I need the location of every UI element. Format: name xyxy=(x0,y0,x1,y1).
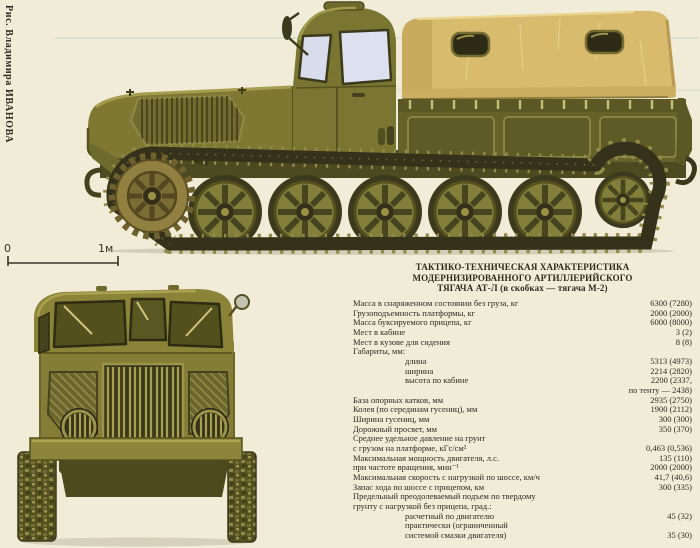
spec-row xyxy=(353,347,692,357)
spec-label: Мест в кабине xyxy=(353,327,406,338)
spec-label: Грузоподъемность платформы, кг xyxy=(353,307,476,318)
spec-value: 45 (32) xyxy=(667,510,692,521)
artist-credit: Рис. Владимира ИВАНОВА xyxy=(3,5,14,144)
spec-row xyxy=(353,502,692,512)
spec-row xyxy=(353,521,692,531)
door-handle xyxy=(352,93,365,97)
spec-value: 2000 (2000) xyxy=(650,307,692,318)
spec-label: Максимальная мощность двигателя, л.с. xyxy=(353,452,499,463)
spec-label: высота по кабине xyxy=(405,375,469,386)
spec-value xyxy=(536,492,692,502)
scale-bar xyxy=(8,256,118,266)
spec-label: Запас хода по шоссе с прицепом, км xyxy=(353,481,485,492)
idler-wheel xyxy=(595,172,651,228)
scale-one-meter-label: 1м xyxy=(98,242,114,255)
spec-row xyxy=(353,531,692,541)
spec-table-title xyxy=(353,262,692,294)
spec-value: 5313 (4973) xyxy=(650,356,692,367)
spec-value: 2214 (2820) xyxy=(650,365,692,376)
spec-value: 350 (370) xyxy=(658,423,692,434)
spec-label: длина xyxy=(405,356,427,367)
spec-value: 300 (300) xyxy=(658,413,692,424)
spec-label: Дорожный просвет, мм xyxy=(353,423,437,434)
front-cab-group xyxy=(34,285,249,353)
radiator-grille xyxy=(103,364,183,446)
front-view-illustration xyxy=(18,285,256,547)
spec-row xyxy=(353,357,692,367)
spec-title-line: ТАКТИКО-ТЕХНИЧЕСКАЯ ХАРАКТЕРИСТИКА xyxy=(415,262,630,272)
spec-value: 2000 (2000) xyxy=(650,462,692,473)
spec-label: системой смазки двигателя) xyxy=(405,529,507,540)
spec-label: при частоте вращения, мин⁻¹ xyxy=(353,462,459,473)
spec-value: 6300 (7280) xyxy=(650,298,692,309)
spec-table xyxy=(353,262,692,541)
spec-label: расчетный по двигателю xyxy=(405,510,495,521)
spec-value: 135 (110) xyxy=(659,452,692,463)
spec-label: Габариты, мм: xyxy=(353,346,406,357)
spec-value: 1900 (2112) xyxy=(650,404,692,415)
spec-label: Ширина гусениц, мм xyxy=(353,413,430,424)
side-window xyxy=(340,30,391,84)
spec-label: Масса в снаряженном состоянии без груза, кг xyxy=(353,298,519,309)
spec-label: Колея (по серединам гусениц), мм xyxy=(353,404,478,415)
spec-value: 3 (2) xyxy=(675,327,692,338)
spec-title-line: ТЯГАЧА АТ-Л (в скобках — тягача М-2) xyxy=(437,283,608,294)
spec-value: 35 (30) xyxy=(667,529,692,540)
right-track xyxy=(228,452,256,542)
cab-group xyxy=(282,2,396,158)
mirror xyxy=(235,295,249,309)
spec-value xyxy=(508,521,692,531)
spec-label: ширина xyxy=(405,365,434,376)
spec-value: 2935 (2750) xyxy=(650,394,692,405)
spec-value: 41,7 (40,6) xyxy=(654,471,692,482)
spec-label: грунту с нагрузкой без прицепа, град.: xyxy=(353,500,492,511)
spec-value: 6000 (8000) xyxy=(650,317,692,328)
spec-value: 300 (335) xyxy=(658,481,692,492)
spec-label: Предельный преодолеваемый подъем по твердому xyxy=(353,491,536,502)
spec-label: с грузом на платформе, кГс/см² xyxy=(353,442,467,453)
scale-zero-label: 0 xyxy=(4,242,11,255)
spec-label: Мест в кузове для сидения xyxy=(353,336,450,347)
spec-label: База опорных катков, мм xyxy=(353,394,444,405)
spec-label: Среднее удельное давление на грунт xyxy=(353,433,486,444)
spec-value: по тенту — 2438) xyxy=(628,385,692,396)
front-tow-hook xyxy=(87,170,102,195)
side-view-illustration xyxy=(87,2,695,255)
spec-row xyxy=(353,367,692,377)
spec-rows xyxy=(353,299,692,540)
spec-value: 0,463 (0,536) xyxy=(645,442,692,453)
spec-label: Максимальная скорость с нагрузкой по шоссе, км/ч xyxy=(353,471,540,482)
spec-value: 2200 (2337, xyxy=(650,375,692,386)
spec-value xyxy=(492,502,692,512)
windshield xyxy=(299,35,331,82)
spec-row xyxy=(353,512,692,522)
spec-value xyxy=(405,347,692,357)
spec-label: практически (ограниченный xyxy=(405,520,508,531)
spec-label: Масса буксируемого прицепа, кг xyxy=(353,317,472,328)
spec-value: 8 (8) xyxy=(675,336,692,347)
left-track xyxy=(18,452,56,541)
spec-title-line: МОДЕРНИЗИРОВАННОГО АРТИЛЛЕРИЙСКОГО xyxy=(412,272,633,283)
